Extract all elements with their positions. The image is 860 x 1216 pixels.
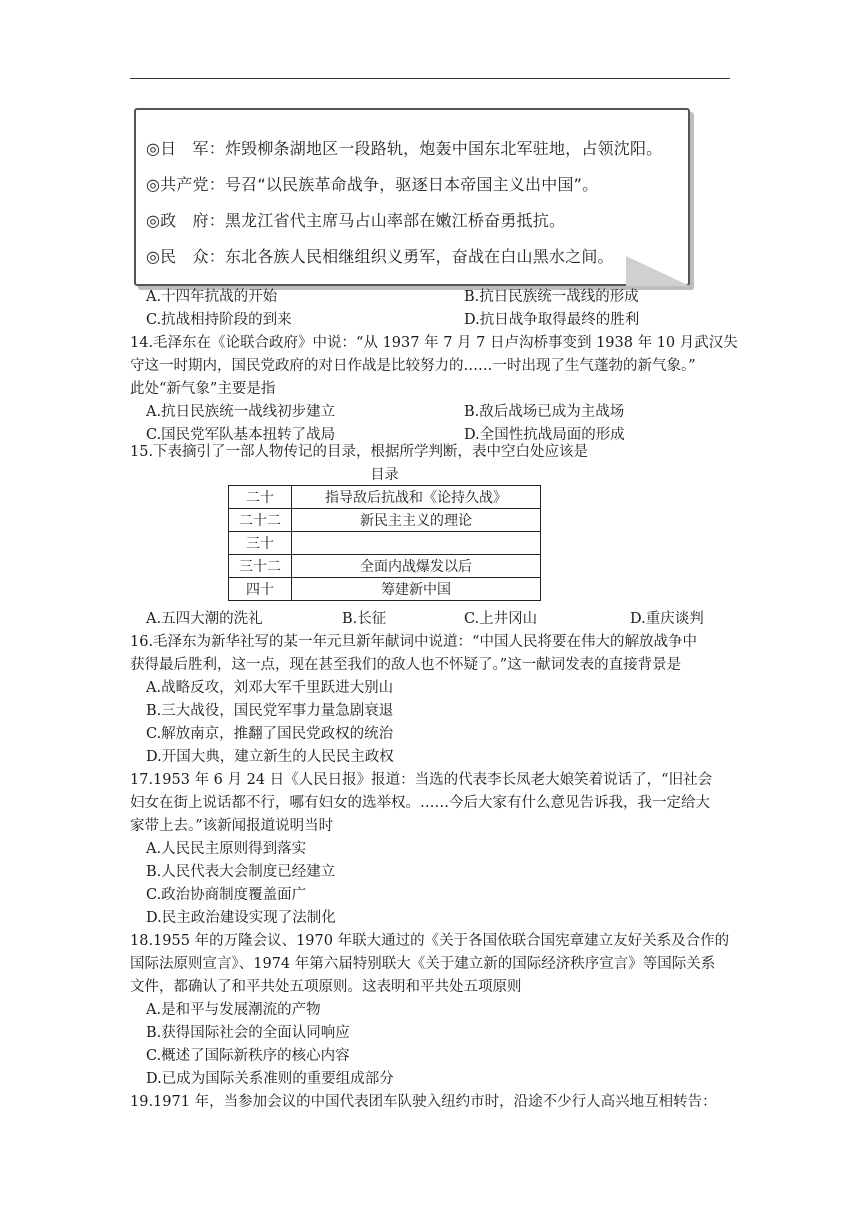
- table-row: [229, 555, 541, 578]
- toc-chapter-title: 新民主主义的理论: [292, 509, 541, 532]
- q16-option-b: B.三大战役，国民党军事力量急剧衰退: [146, 703, 394, 719]
- q18-option-b: B.获得国际社会的全面认同响应: [146, 1025, 350, 1041]
- table-row: [229, 578, 541, 601]
- q19-stem-line-1: 19.1971 年，当参加会议的中国代表团车队驶入纽约市时，沿途不少行人高兴地互相转告：: [130, 1094, 717, 1110]
- q17-stem-line-3: 家带上去。”该新闻报道说明当时: [130, 818, 334, 834]
- q18-stem-line-3: 文件，都确认了和平共处五项原则。这表明和平共处五项原则: [130, 979, 522, 995]
- biography-toc-table: [228, 463, 541, 601]
- q15-option-d: D.重庆谈判: [630, 611, 704, 627]
- q14-stem-line-1: 14.毛泽东在《论联合政府》中说：“从 1937 年 7 月 7 日卢沟桥事变到 1938 年 10 月武汉失: [130, 335, 738, 351]
- q17-option-b: B.人民代表大会制度已经建立: [146, 864, 336, 880]
- q14-option-d: D.全国性抗战局面的形成: [464, 427, 625, 443]
- q17-stem-line-1: 17.1953 年 6 月 24 日《人民日报》报道：当选的代表李长凤老大娘笑着说话了，“旧社会: [130, 772, 713, 788]
- toc-chapter-number: 二十二: [229, 509, 292, 532]
- q16-option-a: A.战略反攻，刘邓大军千里跃进大别山: [146, 680, 394, 696]
- q13-option-c: C.抗战相持阶段的到来: [146, 312, 292, 328]
- quote-line-government: ◎政 府：黑龙江省代主席马占山率部在嫩江桥奋勇抵抗。: [146, 211, 566, 230]
- quote-box: [134, 108, 690, 286]
- q14-option-a: A.抗日民族统一战线初步建立: [146, 404, 336, 420]
- table-row: [229, 509, 541, 532]
- header-rule: [130, 78, 730, 79]
- toc-chapter-number: 四十: [229, 578, 292, 601]
- toc-chapter-title: 指导敌后抗战和《论持久战》: [292, 486, 541, 509]
- q18-option-d: D.已成为国际关系准则的重要组成部分: [146, 1071, 394, 1087]
- toc-chapter-title-blank: [292, 532, 541, 555]
- quote-line-people: ◎民 众：东北各族人民相继组织义勇军，奋战在白山黑水之间。: [146, 247, 614, 266]
- q13-option-b: B.抗日民族统一战线的形成: [464, 289, 639, 305]
- quote-line-communist-party: ◎共产党：号召“以民族革命战争，驱逐日本帝国主义出中国”。: [146, 175, 599, 194]
- q14-stem-line-3: 此处“新气象”主要是指: [130, 381, 276, 397]
- toc-chapter-title: 全面内战爆发以后: [292, 555, 541, 578]
- q14-option-c: C.国民党军队基本扭转了战局: [146, 427, 336, 443]
- q15-option-b: B.长征: [342, 611, 387, 627]
- q14-option-b: B.敌后战场已成为主战场: [464, 404, 625, 420]
- quote-line-japan: ◎日 军：炸毁柳条湖地区一段路轨，炮轰中国东北军驻地，占领沈阳。: [146, 139, 663, 158]
- q17-option-d: D.民主政治建设实现了法制化: [146, 910, 336, 926]
- q17-stem-line-2: 妇女在街上说话都不行，哪有妇女的选举权。……今后大家有什么意见告诉我，我一定给大: [130, 795, 710, 811]
- q18-option-a: A.是和平与发展潮流的产物: [146, 1002, 321, 1018]
- page-curl-decoration: [626, 256, 690, 286]
- table-row: [229, 486, 541, 509]
- q16-stem-line-1: 16.毛泽东为新华社写的某一年元旦新年献词中说道：“中国人民将要在伟大的解放战争中: [130, 634, 697, 650]
- table-row: [229, 532, 541, 555]
- q13-option-d: D.抗日战争取得最终的胜利: [464, 312, 640, 328]
- q15-option-c: C.上井冈山: [464, 611, 538, 627]
- toc-chapter-title: 筹建新中国: [292, 578, 541, 601]
- toc-title: 目录: [229, 463, 541, 486]
- q17-option-c: C.政治协商制度覆盖面广: [146, 887, 307, 903]
- toc-chapter-number: 二十: [229, 486, 292, 509]
- q14-stem-line-2: 守这一时期内，国民党政府的对日作战是比较努力的……一时出现了生气蓬勃的新气象。”: [130, 358, 696, 374]
- q15-option-a: A.五四大潮的洗礼: [146, 611, 263, 627]
- q15-stem: 15.下表摘引了一部人物传记的目录，根据所学判断，表中空白处应该是: [130, 444, 589, 460]
- q18-stem-line-1: 18.1955 年的万隆会议、1970 年联大通过的《关于各国依联合国宪章建立友好关系及合作的: [130, 933, 730, 949]
- toc-chapter-number: 三十二: [229, 555, 292, 578]
- q13-option-a: A.十四年抗战的开始: [146, 289, 278, 305]
- q16-option-c: C.解放南京，推翻了国民党政权的统治: [146, 726, 394, 742]
- q18-stem-line-2: 国际法原则宣言》、1974 年第六届特别联大《关于建立新的国际经济秩序宣言》等国际关系: [130, 956, 716, 972]
- q17-option-a: A.人民民主原则得到落实: [146, 841, 307, 857]
- q16-stem-line-2: 获得最后胜利，这一点，现在甚至我们的敌人也不怀疑了。”这一献词发表的直接背景是: [130, 657, 682, 673]
- q18-option-c: C.概述了国际新秩序的核心内容: [146, 1048, 350, 1064]
- toc-chapter-number: 三十: [229, 532, 292, 555]
- q16-option-d: D.开国大典，建立新生的人民民主政权: [146, 749, 394, 765]
